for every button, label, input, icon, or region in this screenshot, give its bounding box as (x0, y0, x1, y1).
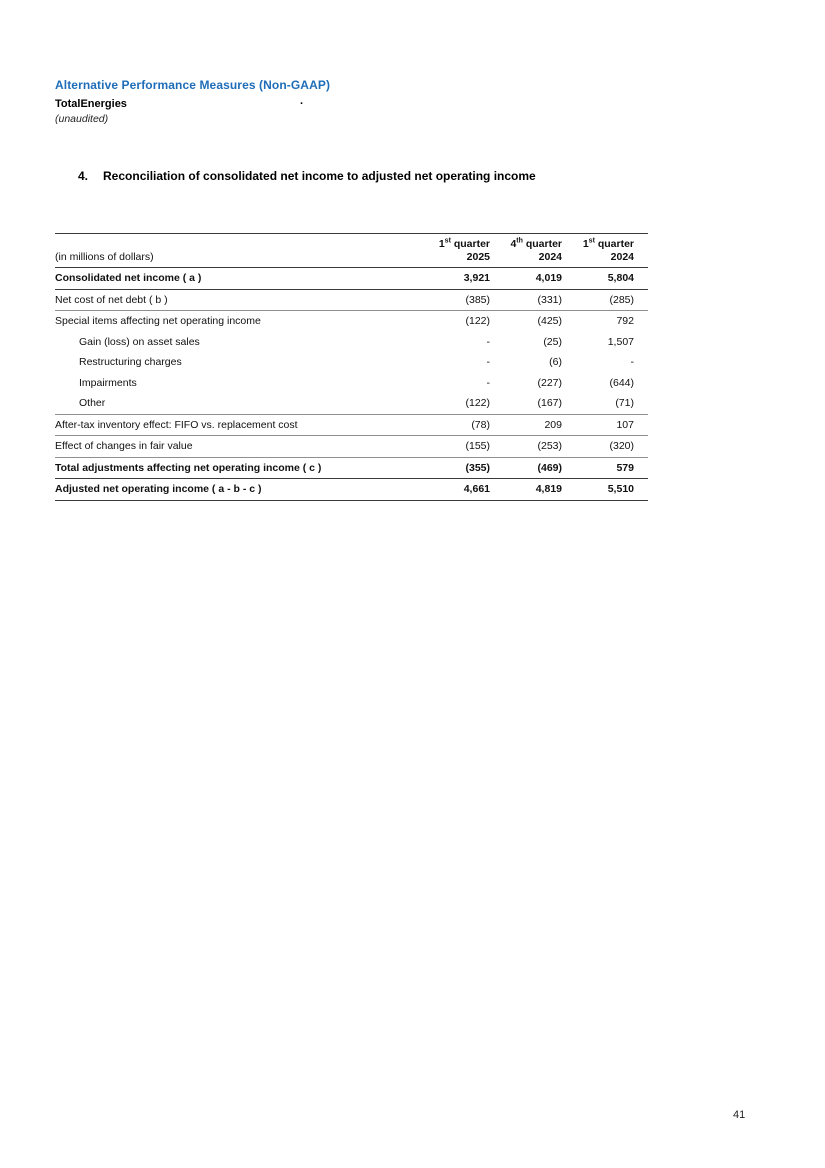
row-value: (320) (576, 436, 648, 458)
row-value: (167) (504, 393, 576, 414)
row-label: After-tax inventory effect: FIFO vs. replacement cost (55, 414, 432, 436)
document-title: Alternative Performance Measures (Non-GAAP) (55, 78, 331, 92)
row-value: (122) (465, 315, 490, 327)
row-value: (227) (537, 376, 562, 389)
row-value: 5,804 (576, 268, 648, 290)
page-number: 41 (733, 1109, 746, 1121)
table-row (55, 373, 648, 394)
row-value: 4,019 (504, 268, 576, 290)
table-header-row (55, 234, 648, 268)
row-value: 4,661 (432, 479, 504, 501)
row-value: (78) (432, 414, 504, 436)
section-number: 4. (78, 169, 89, 183)
table-row (55, 352, 648, 373)
reconciliation-table-wrap (55, 233, 648, 501)
table-row (55, 332, 648, 353)
row-label: Adjusted net operating income ( a - b - c ) (55, 479, 432, 501)
section-heading (78, 169, 536, 183)
row-value: (71) (576, 393, 648, 414)
row-value: (122) (432, 393, 504, 414)
row-value: (469) (504, 457, 576, 479)
row-label: Other (55, 393, 432, 414)
row-value: 5,510 (576, 479, 648, 501)
row-label: Restructuring charges (79, 356, 182, 368)
row-value: 209 (504, 414, 576, 436)
row-value: 107 (576, 414, 648, 436)
column-period: 1st quarter (582, 237, 634, 250)
column-header-q4-2024 (504, 234, 576, 268)
column-period: 4th quarter (510, 237, 562, 250)
row-value: (355) (432, 457, 504, 479)
row-value: (155) (432, 436, 504, 458)
table-row (55, 436, 648, 458)
column-year: 2025 (466, 251, 490, 263)
column-header-q1-2025 (432, 234, 504, 268)
table-header (55, 234, 648, 268)
row-value: - (630, 356, 634, 368)
row-label: Total adjustments affecting net operating income ( c ) (55, 457, 432, 479)
row-value: 792 (616, 315, 634, 327)
company-name: TotalEnergies (55, 98, 127, 110)
row-label: Special items affecting net operating income (55, 315, 261, 327)
row-value: 4,819 (504, 479, 576, 501)
column-period: 1st quarter (438, 237, 490, 250)
table-row (55, 479, 648, 501)
column-year: 2024 (610, 251, 634, 263)
row-value: (25) (543, 335, 562, 348)
row-label: Consolidated net income ( a ) (55, 268, 432, 290)
table-row (55, 393, 648, 414)
row-value: (6) (549, 356, 562, 368)
table-row (55, 311, 648, 332)
row-value: (644) (609, 376, 634, 389)
column-header-q1-2024 (576, 234, 648, 268)
row-value: (385) (432, 289, 504, 311)
row-value: 3,921 (432, 268, 504, 290)
row-value: (425) (537, 315, 562, 327)
row-value: 579 (576, 457, 648, 479)
row-value: (285) (576, 289, 648, 311)
row-value: - (486, 376, 490, 389)
row-label: Effect of changes in fair value (55, 436, 432, 458)
row-label: Impairments (79, 376, 137, 389)
table-body (55, 268, 648, 501)
table-row (55, 414, 648, 436)
row-value: - (486, 356, 490, 368)
footnote-mark: . (300, 95, 304, 107)
table-row (55, 457, 648, 479)
row-value: - (486, 335, 490, 348)
unit-label: (in millions of dollars) (55, 234, 432, 268)
document-header (55, 78, 455, 125)
table-row (55, 268, 648, 290)
row-label: Net cost of net debt ( b ) (55, 289, 432, 311)
column-year: 2024 (538, 251, 562, 263)
row-value: (331) (504, 289, 576, 311)
section-title: Reconciliation of consolidated net income to adjusted net operating income (103, 169, 536, 183)
unaudited-label: (unaudited) (55, 113, 109, 125)
row-label: Gain (loss) on asset sales (79, 335, 200, 348)
reconciliation-table (55, 233, 648, 501)
row-value: (253) (504, 436, 576, 458)
table-row (55, 289, 648, 311)
row-value: 1,507 (607, 335, 634, 348)
